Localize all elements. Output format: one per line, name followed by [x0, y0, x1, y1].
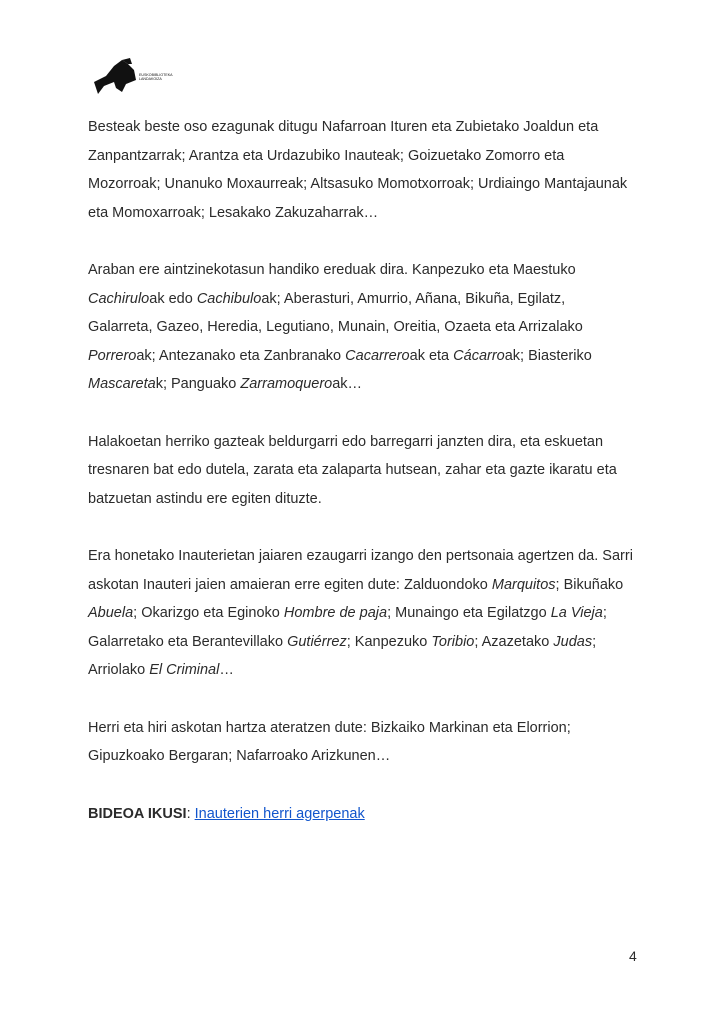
italic-term: Marquitos — [491, 576, 556, 593]
label-separator: : — [186, 805, 195, 822]
paragraph-6 — [88, 800, 648, 829]
page-number: 4 — [629, 948, 637, 964]
text-span: ak; Antezanako eta Zanbranako — [136, 347, 346, 364]
paragraph-4 — [88, 542, 648, 685]
text-span: ak; Biasteriko — [504, 347, 592, 364]
dog-logo-icon — [92, 58, 173, 98]
document-body — [88, 113, 648, 857]
text-span: ak… — [332, 376, 363, 392]
italic-term: Gutiérrez — [287, 633, 347, 650]
italic-term: Judas — [553, 633, 593, 650]
text-span: k; Panguako — [155, 376, 241, 392]
text-span: Era honetako Inauterietan jaiaren ezaugarri izango den pertsonaia agertzen da. Sarri askotan Inauteri jaien amaieran erre egiten dute: Zalduondoko — [88, 548, 633, 593]
logo — [92, 58, 173, 98]
text-span: ; Arriolako — [88, 633, 597, 678]
paragraph-3: Halakoetan herriko gazteak beldurgarri edo barregarri janzten dira, eta eskuetan tresnaren bat edo dutela, zarata eta zalaparta hutsean, zahar eta gazte ikaratu eta batzuetan astindu ere egiten dituzte. — [88, 433, 617, 507]
logo-text-1: EUSKOBIBLIOTEKA — [139, 73, 173, 77]
italic-term: Toribio — [431, 633, 475, 650]
text-span: ; Kanpezuko — [346, 633, 432, 650]
italic-term: Zarramoquero — [240, 376, 333, 392]
italic-term: Cachirulo — [88, 290, 150, 307]
italic-term: Cacarrero — [345, 347, 410, 364]
italic-term: Porrero — [88, 347, 137, 364]
text-span: ak eta — [409, 347, 454, 364]
italic-term: La Vieja — [550, 605, 603, 621]
video-link[interactable]: Inauterien herri agerpenak — [194, 805, 365, 822]
paragraph-1: Besteak beste oso ezagunak ditugu Nafarroan Ituren eta Zubietako Joaldun eta Zanpantzarrak; Arantza eta Urdazubiko Inauteak; Goizuetako Zomorro eta Mozorroak; Unanuko Moxaurreak; Altsasuko Momotxorroak; Urdiaingo Mantajaunak eta Momoxarroak; Lesakako Zakuzaharrak… — [88, 119, 628, 221]
logo-text-2: LANDAKOIZA — [139, 77, 162, 81]
italic-term: El Criminal — [149, 662, 220, 678]
text-span: ; Okarizgo eta Eginoko — [133, 605, 284, 621]
text-span: ; Galarretako eta Berantevillako — [88, 605, 607, 650]
text-span: ; Munaingo eta Egilatzgo — [387, 605, 551, 621]
paragraph-5: Herri eta hiri askotan hartza ateratzen dute: Bizkaiko Markinan eta Elorrion; Gipuzkoako Bergaran; Nafarroako Arizkunen… — [88, 719, 571, 764]
italic-term: Cácarro — [453, 347, 505, 364]
italic-term: Cachibulo — [196, 290, 262, 307]
italic-term: Abuela — [88, 605, 134, 621]
italic-term: Mascareta — [88, 376, 156, 392]
text-span: … — [219, 662, 234, 678]
video-label: BIDEOA IKUSI — [88, 805, 187, 822]
paragraph-2 — [88, 256, 648, 399]
text-span: ak edo — [149, 290, 197, 307]
text-span: ; Bikuñako — [555, 576, 624, 593]
italic-term: Hombre de paja — [283, 605, 388, 621]
text-span: ; Azazetako — [474, 633, 554, 650]
text-span: ak; Aberasturi, Amurrio, Añana, Bikuña, Egilatz, Galarreta, Gazeo, Heredia, Legutiano, Munain, Oreitia, Ozaeta eta Arrizalako — [88, 290, 583, 335]
text-span: Araban ere aintzinekotasun handiko ereduak dira. Kanpezuko eta Maestuko — [88, 262, 576, 278]
